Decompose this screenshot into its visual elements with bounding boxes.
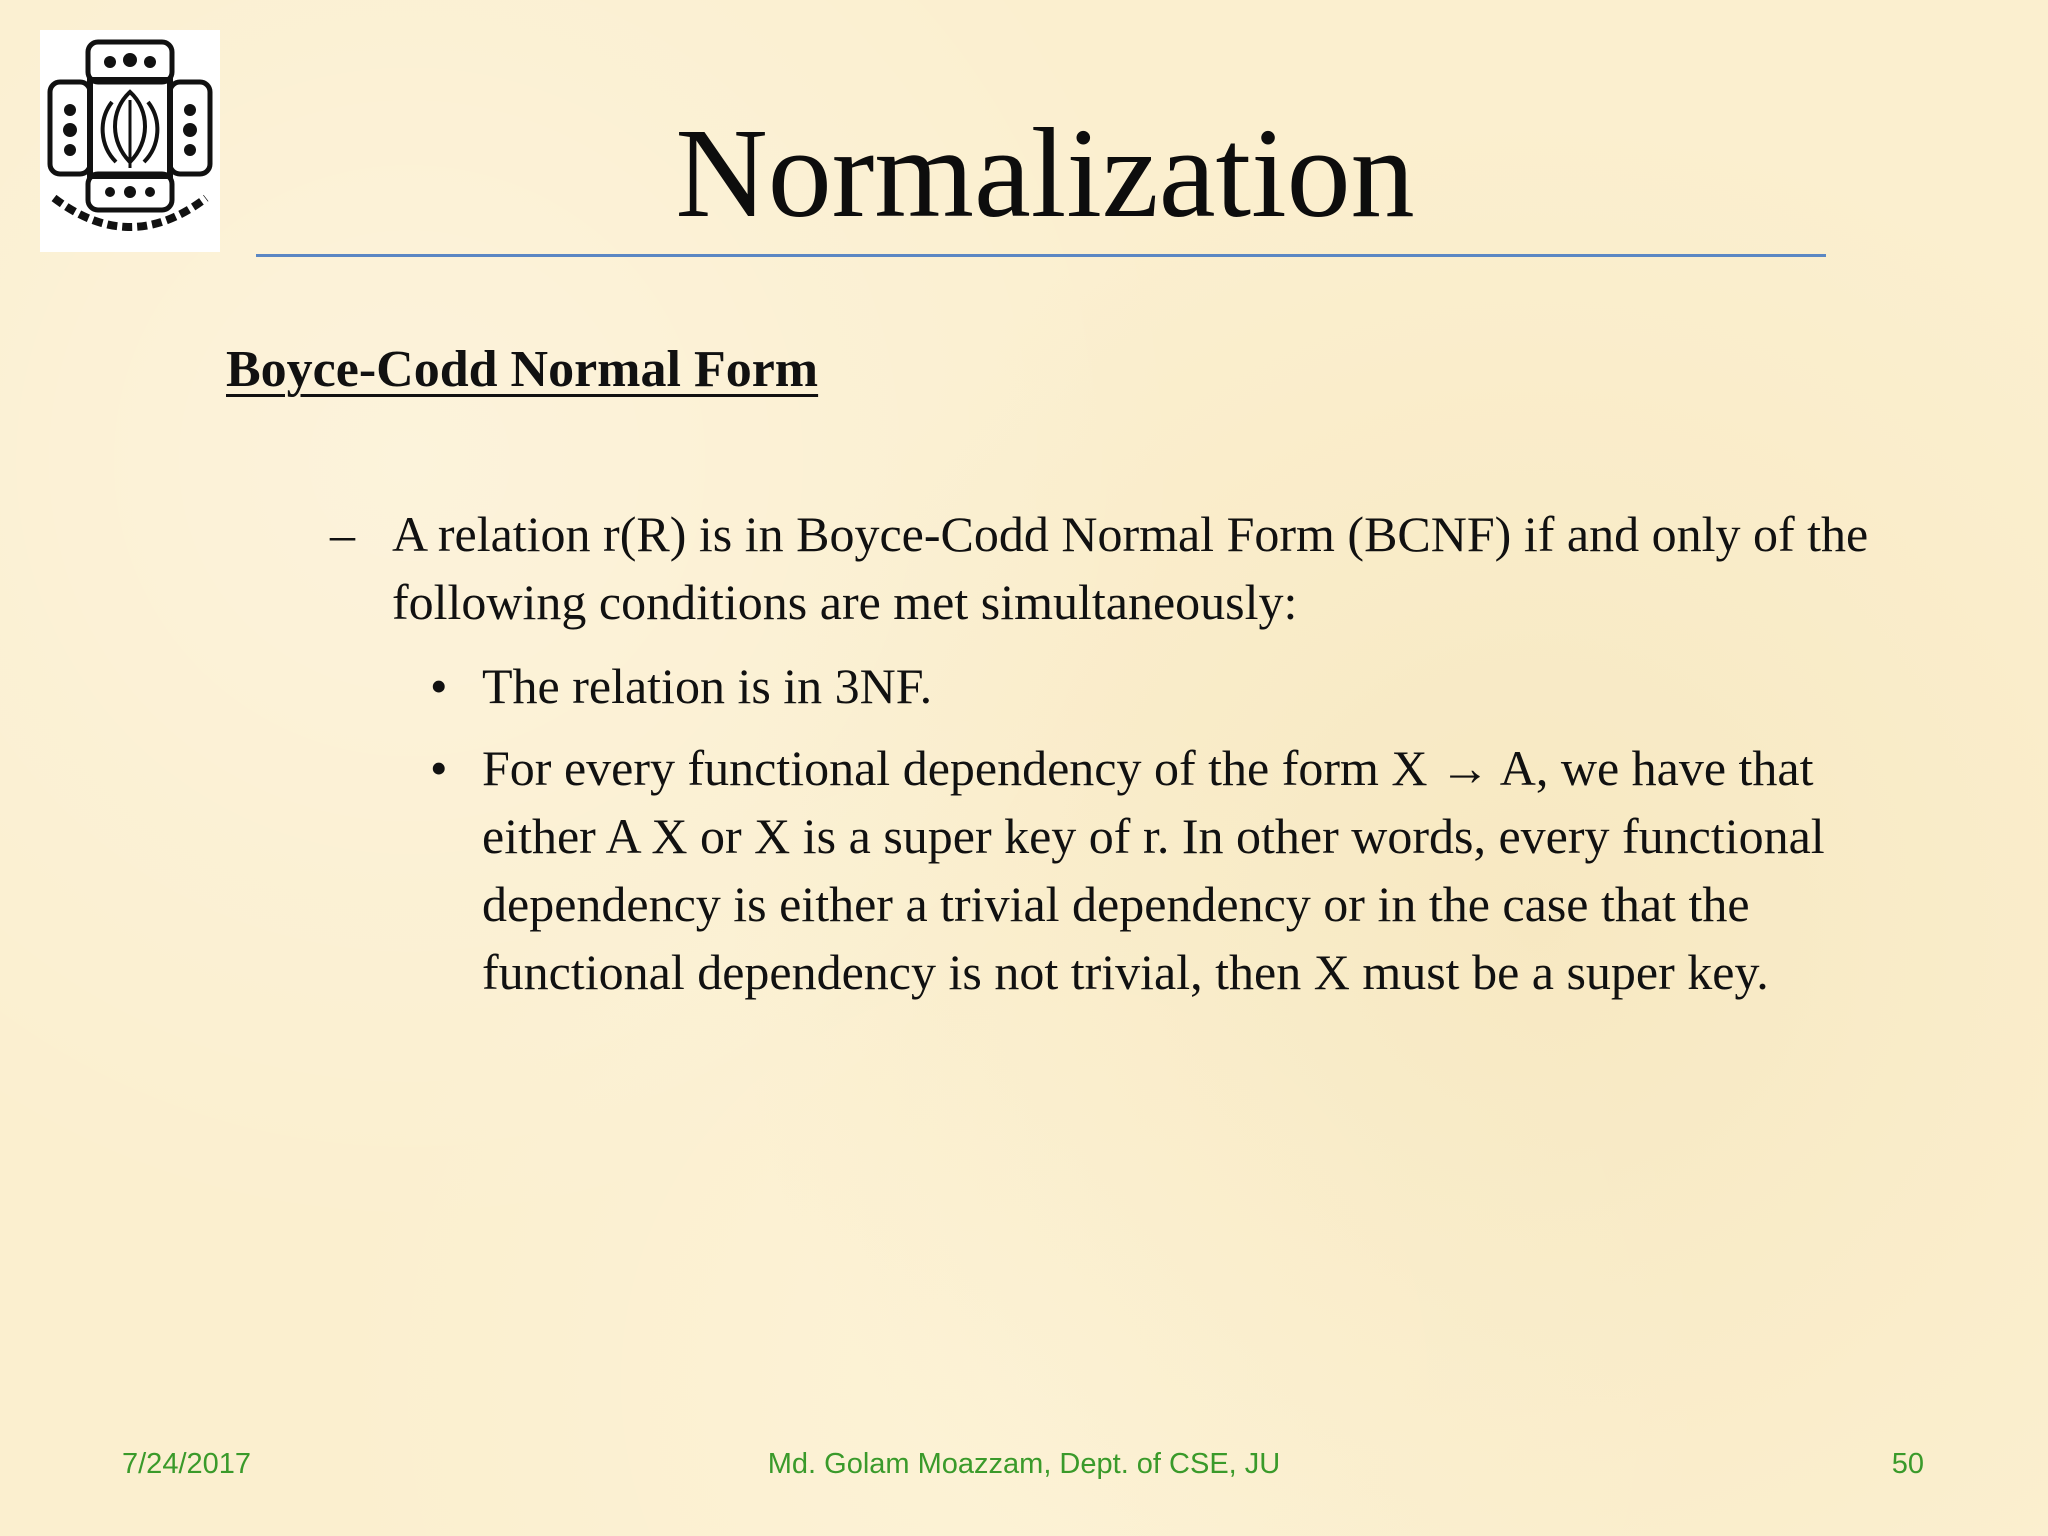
bullet-item-text: For every functional dependency of the form X → A, we have that either A X or X is a super key of r. In other words, every functional dependency is either a trivial dependency or in the case that the functional dependency is not trivial, then X must be a super key. [482,740,1825,1000]
dash-marker: – [330,506,355,562]
university-logo-icon [40,30,220,252]
bullet-marker: • [430,740,448,796]
bullet-marker: • [430,658,448,714]
bullet-list-item [430,734,1910,1006]
section-heading: Boyce-Codd Normal Form [226,341,819,398]
title-divider [256,254,1826,257]
dash-item-text: A relation r(R) is in Boyce-Codd Normal Form (BCNF) if and only of the following conditions are met simultaneously: [392,506,1869,630]
slide-title: Normalization [675,102,1415,244]
dash-list-item [330,500,1930,636]
footer-page-number: 50 [1891,1448,1924,1480]
footer-date: 7/24/2017 [122,1448,252,1480]
bullet-list-item [430,652,1910,720]
footer-author: Md. Golam Moazzam, Dept. of CSE, JU [767,1448,1281,1480]
university-logo [40,30,220,252]
bullet-item-text: The relation is in 3NF. [482,658,933,714]
